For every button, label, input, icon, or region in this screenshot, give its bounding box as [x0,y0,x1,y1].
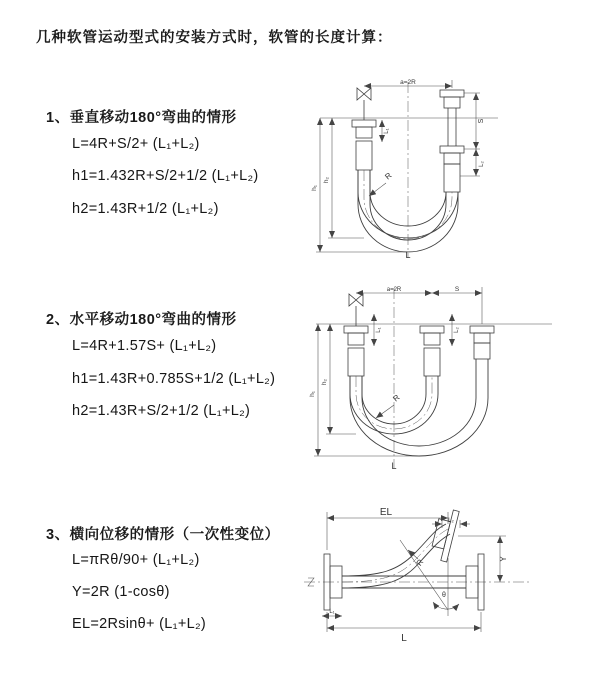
middle-fitting [420,326,444,376]
hose-curves [350,359,488,456]
valve-icon [349,294,363,306]
dim-label-a2r: a=2R [400,79,416,86]
diagram-lateral-displacement [298,502,598,662]
dim-label-l2: L₂ [454,327,460,333]
radius-leader [369,183,386,196]
section-3-formula-Y: Y=2R (1-cosθ) [72,584,170,600]
dim-label-l1: L₁ [329,609,335,615]
right-fitting [470,326,494,359]
section-2-formula-h1: h1=1.43R+0.785S+1/2 (L₁+L₂) [72,371,276,387]
radius-label: R [383,170,394,182]
radius-label: R [391,392,402,404]
dim-label-el: EL [379,507,393,518]
dim-label-a2r: a=2R [386,287,402,293]
dim-label-l: L [401,633,407,644]
ext-lines-right [460,93,480,176]
left-fitting [352,120,376,170]
radius-leader [376,405,394,418]
diagram-horizontal-180-bend [309,282,597,477]
section-2-heading: 2、水平移动180°弯曲的情形 [46,312,237,328]
dim-label-s: S [478,118,485,124]
dim-label-h2: h₂ [323,176,330,184]
section-1-formula-h2: h2=1.43R+1/2 (L₁+L₂) [72,201,219,217]
dim-label-h1: h₁ [311,185,318,191]
dim-label-h1: h₁ [309,391,316,397]
hose-displaced-position [342,524,450,588]
left-fitting [344,326,368,376]
diagram-vertical-180-bend [312,76,597,266]
radius-label: R [414,557,426,568]
dim-label-l2: L₂ [479,161,485,167]
dim-label-l: L [391,461,397,471]
section-1-heading: 1、垂直移动180°弯曲的情形 [46,110,237,126]
dim-label-l: L [405,250,411,260]
dim-label-h2: h₂ [321,378,328,386]
right-fitting [440,90,464,192]
angle-label-theta: θ [442,592,446,599]
page-title: 几种软管运动型式的安装方式时，软管的长度计算： [36,30,393,46]
section-3-formula-EL: EL=2Rsinθ+ (L₁+L₂) [72,616,207,632]
upper-flange [429,507,459,562]
dim-label-l2: L₂ [448,518,454,524]
section-2-formula-h2: h2=1.43R+S/2+1/2 (L₁+L₂) [72,403,251,419]
ext-lines-l [327,612,481,632]
section-3-heading: 3、横向位移的情形（一次性变位） [46,527,280,543]
dim-label-s: S [454,286,460,293]
section-2-formula-L: L=4R+1.57S+ (L₁+L₂) [72,338,217,354]
section-3-formula-L: L=πRθ/90+ (L₁+L₂) [72,552,200,568]
valve-icon [357,88,371,100]
dim-label-y: Y [499,556,508,562]
dim-label-l1: L₁ [376,327,382,333]
section-1-formula-L: L=4R+S/2+ (L₁+L₂) [72,136,200,152]
section-1-formula-h1: h1=1.432R+S/2+1/2 (L₁+L₂) [72,168,259,184]
dim-label-l1: L₁ [384,128,390,134]
